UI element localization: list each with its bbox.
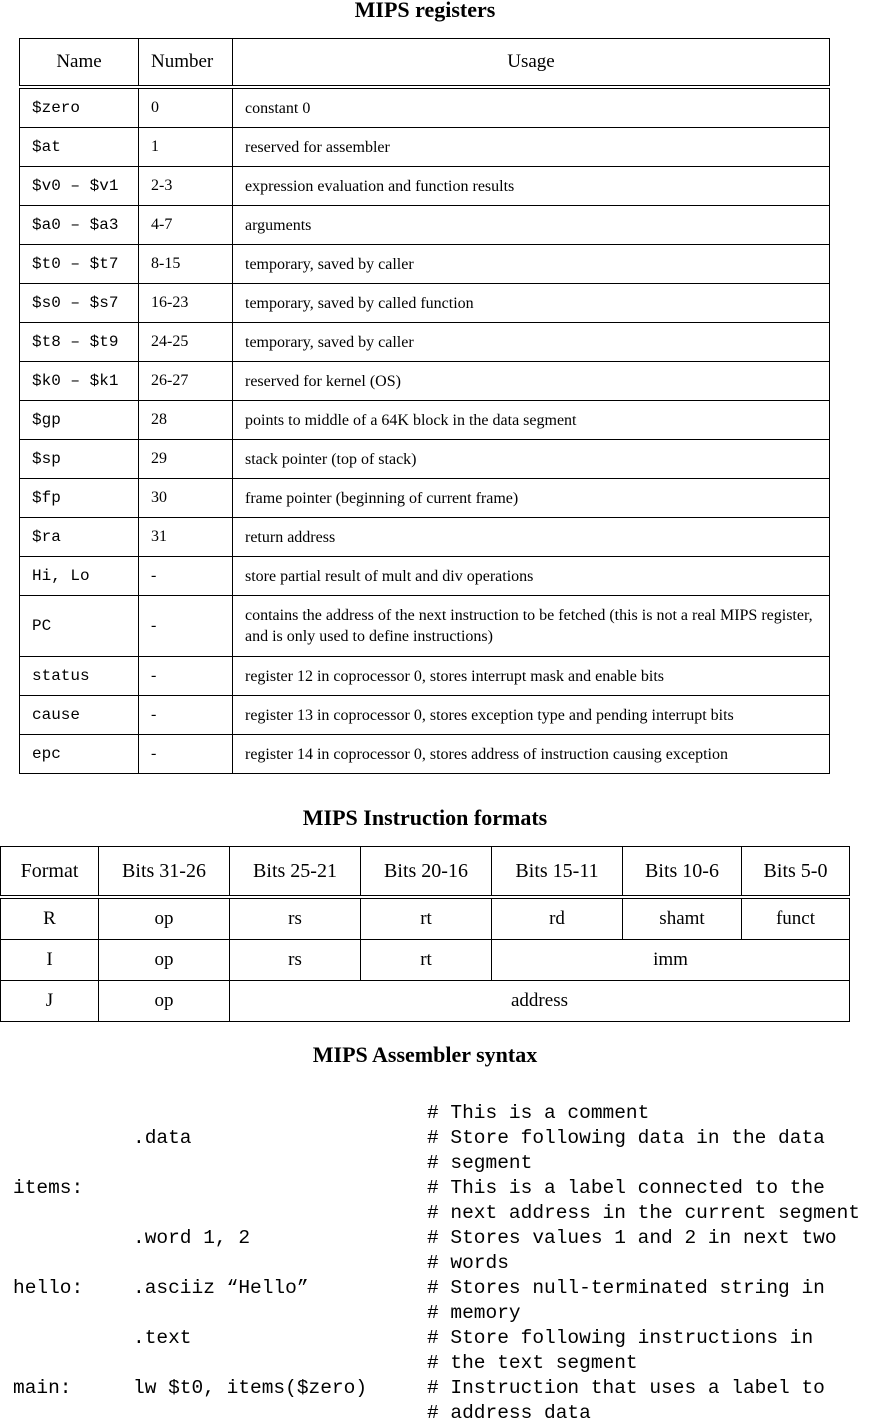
register-name: $ra xyxy=(20,518,139,557)
asm-line xyxy=(13,1176,860,1201)
header-number: Number xyxy=(139,39,233,88)
register-name: $sp xyxy=(20,440,139,479)
register-usage: return address xyxy=(233,518,830,557)
register-usage: points to middle of a 64K block in the data segment xyxy=(233,401,830,440)
register-name: $at xyxy=(20,128,139,167)
register-number: - xyxy=(139,735,233,774)
asm-line xyxy=(13,1301,860,1326)
format-i-rt: rt xyxy=(361,940,492,981)
format-i-name: I xyxy=(1,940,99,981)
format-r-name: R xyxy=(1,897,99,940)
asm-label: items: xyxy=(13,1177,84,1199)
register-row xyxy=(20,167,830,206)
register-name: Hi, Lo xyxy=(20,557,139,596)
register-usage: frame pointer (beginning of current frame) xyxy=(233,479,830,518)
register-row xyxy=(20,206,830,245)
register-name: $a0 – $a3 xyxy=(20,206,139,245)
register-row xyxy=(20,557,830,596)
header-bits-15-11: Bits 15-11 xyxy=(492,847,623,898)
asm-line xyxy=(13,1376,860,1401)
register-name: $gp xyxy=(20,401,139,440)
format-i-rs: rs xyxy=(230,940,361,981)
register-number: 30 xyxy=(139,479,233,518)
register-row xyxy=(20,323,830,362)
register-usage: temporary, saved by called function xyxy=(233,284,830,323)
register-usage: reserved for kernel (OS) xyxy=(233,362,830,401)
register-row xyxy=(20,696,830,735)
asm-line xyxy=(13,1276,860,1301)
register-number: 29 xyxy=(139,440,233,479)
register-number: - xyxy=(139,657,233,696)
register-number: - xyxy=(139,596,233,657)
asm-line xyxy=(13,1326,860,1351)
register-usage: constant 0 xyxy=(233,87,830,128)
format-r-op: op xyxy=(99,897,230,940)
format-r-funct: funct xyxy=(742,897,850,940)
asm-comment: # segment xyxy=(427,1152,533,1174)
asm-comment: # memory xyxy=(427,1302,521,1324)
register-name: $k0 – $k1 xyxy=(20,362,139,401)
register-name: $fp xyxy=(20,479,139,518)
register-number: 16-23 xyxy=(139,284,233,323)
asm-comment: # Store following data in the data xyxy=(427,1127,825,1149)
register-usage: store partial result of mult and div operations xyxy=(233,557,830,596)
register-row xyxy=(20,128,830,167)
registers-title: MIPS registers xyxy=(354,0,496,22)
register-name: $t0 – $t7 xyxy=(20,245,139,284)
format-i-imm: imm xyxy=(492,940,850,981)
asm-comment: # words xyxy=(427,1252,509,1274)
header-bits-10-6: Bits 10-6 xyxy=(623,847,742,898)
format-i-op: op xyxy=(99,940,230,981)
register-row xyxy=(20,596,830,657)
asm-label: hello: xyxy=(13,1277,84,1299)
register-row xyxy=(20,518,830,557)
register-number: 1 xyxy=(139,128,233,167)
register-usage: reserved for assembler xyxy=(233,128,830,167)
register-usage: expression evaluation and function results xyxy=(233,167,830,206)
asm-comment: # Stores null-terminated string in xyxy=(427,1277,825,1299)
register-number: 8-15 xyxy=(139,245,233,284)
register-number: 2-3 xyxy=(139,167,233,206)
register-name: PC xyxy=(20,596,139,657)
register-row xyxy=(20,440,830,479)
formats-header-row xyxy=(1,847,850,898)
register-number: 26-27 xyxy=(139,362,233,401)
asm-line xyxy=(13,1101,860,1126)
register-number: - xyxy=(139,696,233,735)
formats-title: MIPS Instruction formats xyxy=(302,805,548,830)
format-row-r xyxy=(1,897,850,940)
format-r-rd: rd xyxy=(492,897,623,940)
register-name: epc xyxy=(20,735,139,774)
registers-body xyxy=(20,87,830,774)
header-bits-31-26: Bits 31-26 xyxy=(99,847,230,898)
asm-comment: # Stores values 1 and 2 in next two xyxy=(427,1227,837,1249)
asm-comment: # This is a label connected to the xyxy=(427,1177,825,1199)
format-row-j xyxy=(1,981,850,1022)
register-usage: register 13 in coprocessor 0, stores exception type and pending interrupt bits xyxy=(233,696,830,735)
format-r-shamt: shamt xyxy=(623,897,742,940)
asm-instruction: .text xyxy=(133,1327,192,1349)
register-name: $zero xyxy=(20,87,139,128)
register-name: $v0 – $v1 xyxy=(20,167,139,206)
register-usage: arguments xyxy=(233,206,830,245)
asm-line xyxy=(13,1226,860,1251)
asm-instruction: .data xyxy=(133,1127,192,1149)
register-row xyxy=(20,657,830,696)
formats-table xyxy=(0,846,850,1022)
header-bits-25-21: Bits 25-21 xyxy=(230,847,361,898)
register-row xyxy=(20,362,830,401)
asm-label: main: xyxy=(13,1377,72,1399)
registers-header-row xyxy=(20,39,830,88)
asm-comment: # next address in the current segment xyxy=(427,1202,860,1224)
asm-comment: # address data xyxy=(427,1402,591,1424)
register-row xyxy=(20,245,830,284)
register-name: $s0 – $s7 xyxy=(20,284,139,323)
asm-line xyxy=(13,1351,860,1376)
asm-instruction: .asciiz “Hello” xyxy=(133,1277,309,1299)
register-number: 24-25 xyxy=(139,323,233,362)
header-usage: Usage xyxy=(233,39,830,88)
format-j-op: op xyxy=(99,981,230,1022)
asm-instruction: lw $t0, items($zero) xyxy=(133,1377,368,1399)
asm-comment: # the text segment xyxy=(427,1352,638,1374)
format-r-rs: rs xyxy=(230,897,361,940)
register-row xyxy=(20,401,830,440)
register-row xyxy=(20,479,830,518)
register-usage: temporary, saved by caller xyxy=(233,245,830,284)
registers-table xyxy=(19,38,830,774)
format-r-rt: rt xyxy=(361,897,492,940)
format-row-i xyxy=(1,940,850,981)
asm-line xyxy=(13,1401,860,1426)
register-number: 4-7 xyxy=(139,206,233,245)
register-number: 0 xyxy=(139,87,233,128)
register-usage: temporary, saved by caller xyxy=(233,323,830,362)
assembler-title: MIPS Assembler syntax xyxy=(312,1042,538,1067)
asm-instruction: .word 1, 2 xyxy=(133,1227,251,1249)
register-usage: register 12 in coprocessor 0, stores interrupt mask and enable bits xyxy=(233,657,830,696)
register-row xyxy=(20,87,830,128)
register-name: status xyxy=(20,657,139,696)
register-usage: register 14 in coprocessor 0, stores address of instruction causing exception xyxy=(233,735,830,774)
asm-line xyxy=(13,1126,860,1151)
header-name: Name xyxy=(20,39,139,88)
register-row xyxy=(20,735,830,774)
assembler-code xyxy=(13,1101,860,1426)
asm-comment: # Store following instructions in xyxy=(427,1327,814,1349)
format-j-address: address xyxy=(230,981,850,1022)
register-number: 31 xyxy=(139,518,233,557)
format-j-name: J xyxy=(1,981,99,1022)
register-number: 28 xyxy=(139,401,233,440)
register-name: $t8 – $t9 xyxy=(20,323,139,362)
header-bits-5-0: Bits 5-0 xyxy=(742,847,850,898)
register-usage: contains the address of the next instruction to be fetched (this is not a real MIPS register, and is only used to define instructions) xyxy=(233,596,830,657)
register-name: cause xyxy=(20,696,139,735)
asm-comment: # Instruction that uses a label to xyxy=(427,1377,825,1399)
header-bits-20-16: Bits 20-16 xyxy=(361,847,492,898)
register-usage: stack pointer (top of stack) xyxy=(233,440,830,479)
register-row xyxy=(20,284,830,323)
header-format: Format xyxy=(1,847,99,898)
asm-comment: # This is a comment xyxy=(427,1102,650,1124)
asm-line xyxy=(13,1151,860,1176)
asm-line xyxy=(13,1251,860,1276)
asm-line xyxy=(13,1201,860,1226)
register-number: - xyxy=(139,557,233,596)
